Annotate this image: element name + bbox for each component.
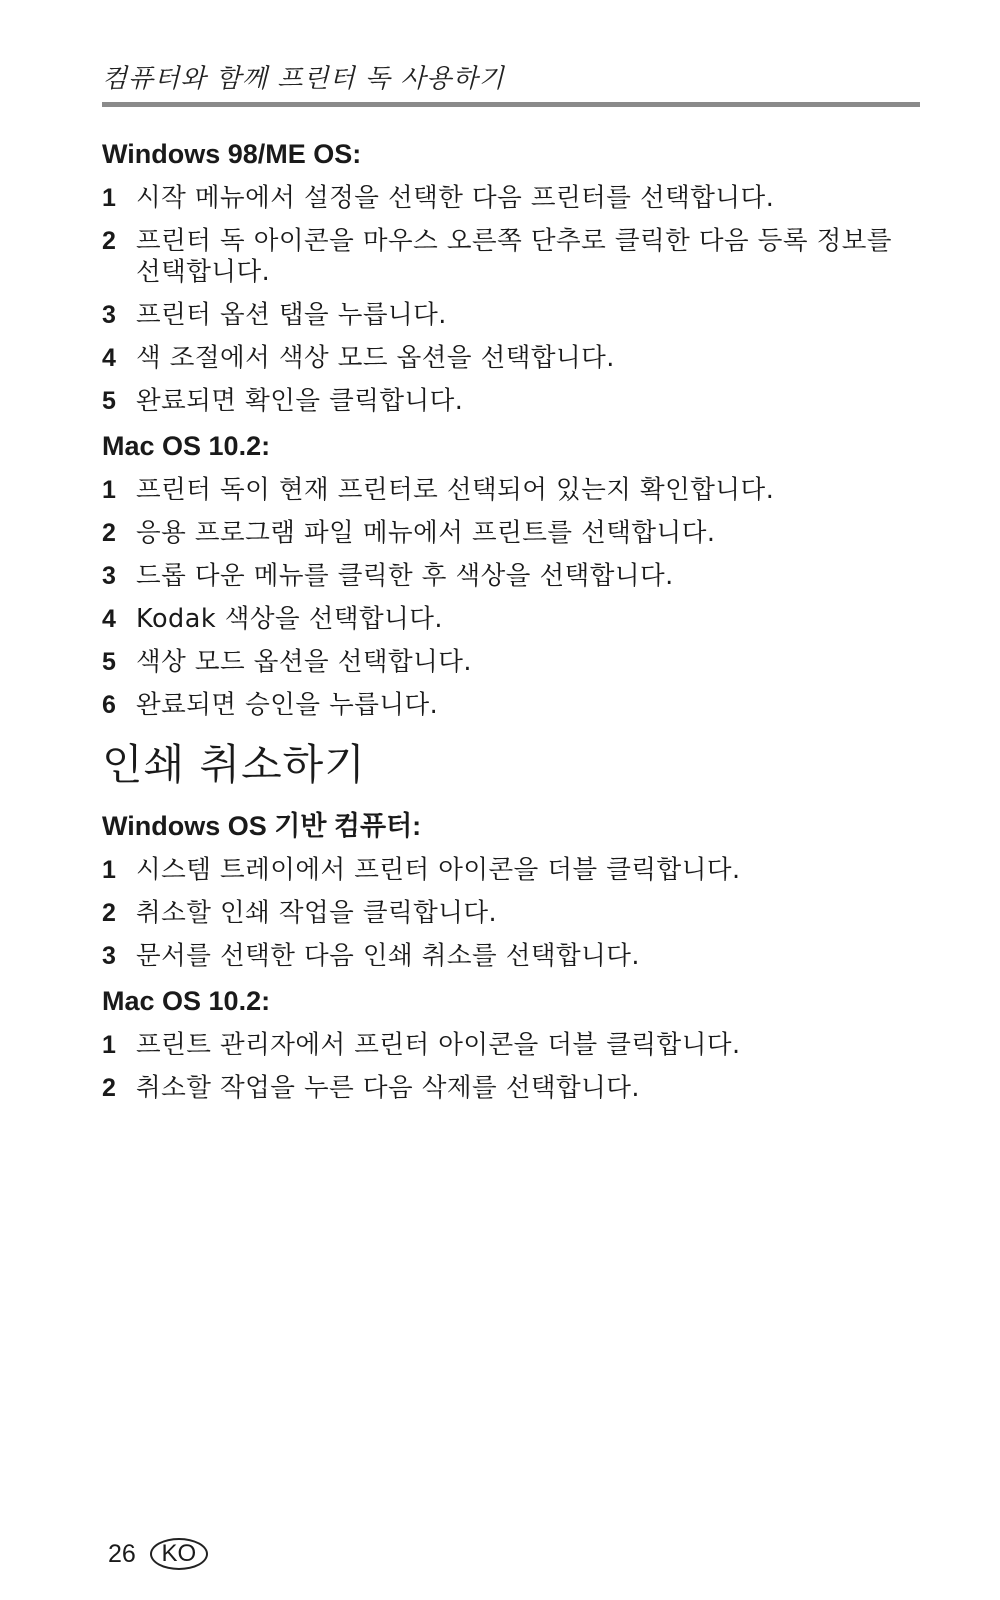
section-heading-windows-98-me: Windows 98/ME OS: — [102, 139, 362, 169]
step-item — [102, 941, 922, 972]
step-item — [102, 898, 922, 929]
step-text: 프린터 옵션 탭을 누릅니다. — [136, 300, 447, 330]
running-header: 컴퓨터와 함께 프린터 독 사용하기 — [102, 64, 505, 94]
step-text: Kodak 색상을 선택합니다. — [136, 604, 444, 634]
step-text: 시작 메뉴에서 설정을 선택한 다음 프린터를 선택합니다. — [136, 183, 775, 213]
step-number: 3 — [102, 562, 117, 590]
step-item — [102, 647, 922, 678]
page-footer — [108, 1538, 208, 1570]
step-text: 완료되면 승인을 누릅니다. — [136, 690, 439, 720]
steps-list-mac-os — [102, 475, 922, 721]
step-number: 4 — [102, 605, 117, 633]
step-text: 문서를 선택한 다음 인쇄 취소를 선택합니다. — [136, 941, 641, 971]
step-text: 취소할 작업을 누른 다음 삭제를 선택합니다. — [136, 1073, 641, 1103]
step-text: 프린트 관리자에서 프린터 아이콘을 더블 클릭합니다. — [136, 1030, 741, 1060]
step-text: 드롭 다운 메뉴를 클릭한 후 색상을 선택합니다. — [136, 561, 674, 591]
steps-list-cancel-mac — [102, 1030, 922, 1104]
section-heading-mac-os: Mac OS 10.2: — [102, 431, 271, 461]
step-item — [102, 561, 922, 592]
step-number: 1 — [102, 1031, 117, 1059]
step-item — [102, 226, 922, 288]
step-text: 프린터 독이 현재 프린터로 선택되어 있는지 확인합니다. — [136, 475, 775, 505]
step-item — [102, 690, 922, 721]
step-number: 3 — [102, 301, 117, 329]
manual-page — [102, 60, 922, 1116]
step-text: 색 조절에서 색상 모드 옵션을 선택합니다. — [136, 343, 615, 373]
step-item — [102, 386, 922, 417]
step-number: 2 — [102, 1074, 117, 1102]
step-number: 4 — [102, 344, 117, 372]
step-item — [102, 855, 922, 886]
step-text: 응용 프로그램 파일 메뉴에서 프린트를 선택합니다. — [136, 518, 716, 548]
language-badge: KO — [150, 1538, 208, 1570]
step-number: 2 — [102, 519, 117, 547]
step-number: 5 — [102, 387, 117, 415]
step-item — [102, 300, 922, 331]
step-text: 색상 모드 옵션을 선택합니다. — [136, 647, 473, 677]
step-text: 프린터 독 아이콘을 마우스 오른쪽 단추로 클릭한 다음 등록 정보를 선택합니다. — [136, 226, 893, 287]
step-text: 시스템 트레이에서 프린터 아이콘을 더블 클릭합니다. — [136, 855, 741, 885]
step-number: 5 — [102, 648, 117, 676]
step-number: 1 — [102, 476, 117, 504]
step-number: 6 — [102, 691, 117, 719]
step-item — [102, 1073, 922, 1104]
step-item — [102, 1030, 922, 1061]
step-number: 2 — [102, 899, 117, 927]
step-item — [102, 183, 922, 214]
step-number: 3 — [102, 942, 117, 970]
step-text: 완료되면 확인을 클릭합니다. — [136, 386, 464, 416]
steps-list-windows-98-me — [102, 183, 922, 417]
step-item — [102, 343, 922, 374]
step-item — [102, 475, 922, 506]
step-item — [102, 604, 922, 635]
steps-list-cancel-windows — [102, 855, 922, 972]
page-number: 26 — [108, 1539, 136, 1568]
header-divider — [102, 102, 920, 107]
section-heading-cancel-mac-os: Mac OS 10.2: — [102, 986, 271, 1016]
step-number: 1 — [102, 856, 117, 884]
section-heading-windows-os: Windows OS 기반 컴퓨터: — [102, 811, 422, 841]
step-number: 1 — [102, 184, 117, 212]
step-number: 2 — [102, 227, 117, 255]
step-text: 취소할 인쇄 작업을 클릭합니다. — [136, 898, 498, 928]
cancel-printing-title: 인쇄 취소하기 — [102, 740, 366, 789]
step-item — [102, 518, 922, 549]
